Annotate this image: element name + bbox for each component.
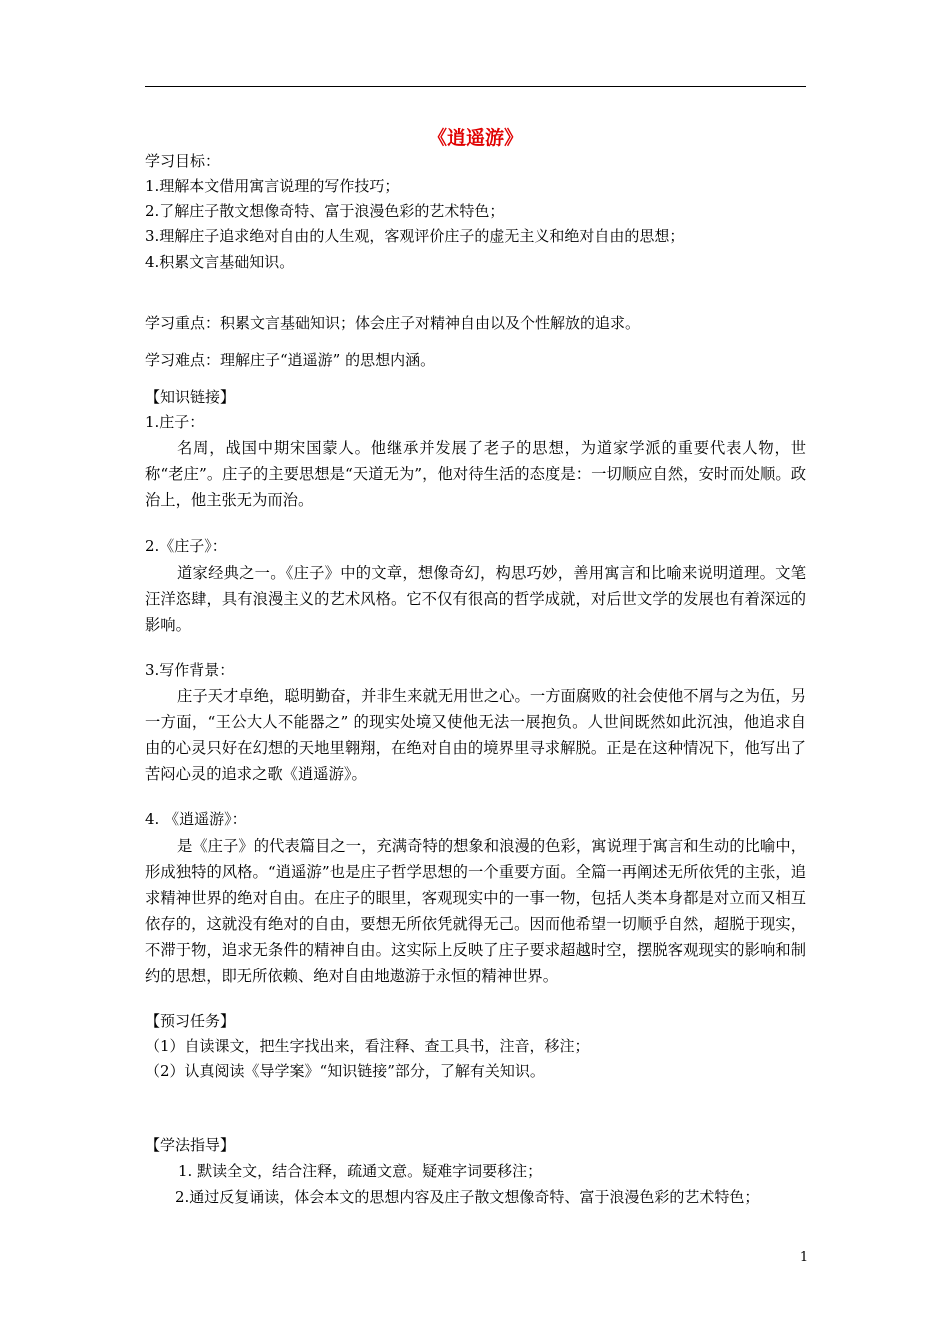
- difficulty: 学习难点：理解庄子“逍遥游” 的思想内涵。: [145, 351, 436, 369]
- knowledge-text: 名周，战国中期宋国蒙人。他继承并发展了老子的思想，为道家学派的重要代表人物，世称“老庄”。庄子的主要思想是“天道无为”，他对待生活的态度是：一切顺应自然，安时而处顺。政治上，他主张无为而治。: [145, 439, 806, 509]
- objective-item: 3.理解庄子追求绝对自由的人生观，客观评价庄子的虚无主义和绝对自由的思想；: [145, 227, 685, 245]
- guidance-item: 2.通过反复诵读，体会本文的思想内容及庄子散文想像奇特、富于浪漫色彩的艺术特色；: [175, 1188, 760, 1206]
- knowledge-text: 道家经典之一。《庄子》中的文章，想像奇幻，构思巧妙，善用寓言和比喻来说明道理。文笔汪洋恣肆，具有浪漫主义的艺术风格。它不仅有很高的哲学成就，对后世文学的发展也有着深远的影响。: [145, 564, 806, 634]
- guidance-heading: 【学法指导】: [145, 1136, 236, 1154]
- objective-item: 2.了解庄子散文想像奇特、富于浪漫色彩的艺术特色；: [145, 202, 505, 220]
- header-rule: [145, 86, 806, 87]
- objectives-heading: 学习目标：: [145, 152, 221, 170]
- knowledge-heading: 【知识链接】: [145, 388, 236, 406]
- knowledge-label: 2.《庄子》：: [145, 537, 227, 555]
- knowledge-text: 是《庄子》的代表篇目之一，充满奇特的想象和浪漫的色彩，寓说理于寓言和生动的比喻中，形成独特的风格。“逍遥游”也是庄子哲学思想的一个重要方面。全篇一再阐述无所依凭的主张，追求精神世界的绝对自由。在庄子的眼里，客观现实中的一事一物，包括人类本身都是对立而又相互依存的，这就没有绝对的自由，要想无所依凭就得无己。因而他希望一切顺乎自然，超脱于现实，不滞于物，追求无条件的精神自由。这实际上反映了庄子要求超越时空，摆脱客观现实的影响和制约的思想，即无所依赖、绝对自由地遨游于永恒的精神世界。: [145, 837, 806, 985]
- guidance-item: 1. 默读全文，结合注释，疏通文意。疑难字词要移注；: [178, 1162, 543, 1180]
- knowledge-label: 3.写作背景：: [145, 661, 235, 679]
- preview-item: （1）自读课文，把生字找出来，看注释、查工具书，注音，移注；: [145, 1037, 590, 1055]
- page-number: 1: [799, 1250, 809, 1265]
- knowledge-text: 庄子天才卓绝，聪明勤奋，并非生来就无用世之心。一方面腐败的社会使他不屑与之为伍，另一方面，“王公大人不能器之” 的现实处境又使他无法一展抱负。人世间既然如此沉浊，他追求自由的心灵只好在幻想的天地里翱翔，在绝对自由的境界里寻求解脱。正是在这种情况下，他写出了苦闷心灵的追求之歌《逍遥游》。: [145, 687, 806, 783]
- key-points: 学习重点：积累文言基础知识；体会庄子对精神自由以及个性解放的追求。: [145, 314, 641, 332]
- knowledge-label: 1.庄子：: [145, 413, 205, 431]
- objective-item: 4.积累文言基础知识。: [145, 253, 295, 271]
- objective-item: 1.理解本文借用寓言说理的写作技巧；: [145, 177, 400, 195]
- preview-item: （2）认真阅读《导学案》“知识链接”部分，了解有关知识。: [145, 1062, 545, 1080]
- document-title: 《逍遥游》: [427, 127, 523, 149]
- knowledge-label: 4. 《逍遥游》：: [145, 810, 247, 828]
- preview-heading: 【预习任务】: [145, 1012, 236, 1030]
